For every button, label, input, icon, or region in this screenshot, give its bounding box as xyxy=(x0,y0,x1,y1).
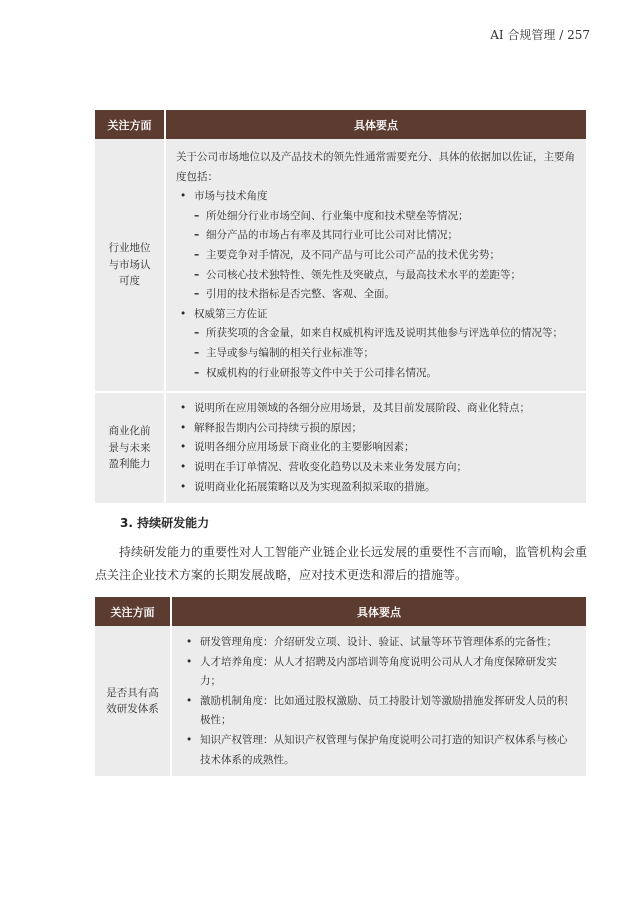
list-item xyxy=(176,187,576,305)
aspect-cell: 商业化前 景与未来 盈利能力 xyxy=(95,392,165,503)
table1-header-aspect: 关注方面 xyxy=(95,110,165,139)
list-item: • 激励机制角度：比如通过股权激励、员工持股计划等激励措施发挥研发人员的积极性； xyxy=(182,692,576,731)
bullet-list xyxy=(176,399,576,497)
aspect-cell: 行业地位 与市场认 可度 xyxy=(95,139,165,392)
aspect-cell: 是否具有高 效研发体系 xyxy=(95,626,171,776)
table2-header-aspect: 关注方面 xyxy=(95,597,171,626)
list-item: – 引用的技术指标是否完整、客观、全面。 xyxy=(194,285,576,305)
list-item: • 人才培养角度：从人才招聘及内部培训等角度说明公司从人才角度保障研发实力； xyxy=(182,653,576,692)
bullet-list xyxy=(182,633,576,770)
table-row xyxy=(95,626,586,776)
list-item xyxy=(176,305,576,383)
bullet-list xyxy=(176,187,576,383)
list-item: • 说明在手订单情况、营收变化趋势以及未来业务发展方向； xyxy=(176,458,576,478)
table-row xyxy=(95,392,586,503)
table-market-position xyxy=(95,110,586,503)
group-title: 权威第三方佐证 xyxy=(194,307,268,320)
list-item: – 所获奖项的含金量，如来自权威机构评选及说明其他参与评选单位的情况等； xyxy=(194,324,576,344)
list-item: • 知识产权管理：从知识产权管理与保护角度说明公司打造的知识产权体系与核心技术体系的成熟性。 xyxy=(182,731,576,770)
section-title: 3. 持续研发能力 xyxy=(120,516,210,530)
list-item: • 解释报告期内公司持续亏损的原因； xyxy=(176,419,576,439)
table1-header-points: 具体要点 xyxy=(165,110,586,139)
list-item: – 所处细分行业市场空间、行业集中度和技术壁垒等情况； xyxy=(194,207,576,227)
group-title: 市场与技术角度 xyxy=(194,190,268,203)
table2-header-points: 具体要点 xyxy=(171,597,586,626)
list-item: – 细分产品的市场占有率及其同行业可比公司对比情况； xyxy=(194,226,576,246)
points-cell xyxy=(165,139,586,392)
page-header: AI 合规管理 / 257 xyxy=(490,28,590,42)
list-item: – 公司核心技术独特性、领先性及突破点，与最高技术水平的差距等； xyxy=(194,266,576,286)
list-item: – 主要竞争对手情况，及不同产品与可比公司产品的技术优劣势； xyxy=(194,246,576,266)
sub-list xyxy=(194,207,576,305)
list-item: • 说明商业化拓展策略以及为实现盈利拟采取的措施。 xyxy=(176,478,576,498)
table-row xyxy=(95,139,586,392)
section-paragraph: 持续研发能力的重要性对人工智能产业链企业长远发展的重要性不言而喻，监管机构会重点关注企业技术方案的长期发展战略，应对技术更迭和滞后的措施等。 xyxy=(95,545,588,582)
list-item: • 说明各细分应用场景下商业化的主要影响因素； xyxy=(176,438,576,458)
list-item: – 主导或参与编制的相关行业标准等； xyxy=(194,344,576,364)
intro-text: 关于公司市场地位以及产品技术的领先性通常需要充分、具体的依据加以佐证，主要角度包括： xyxy=(176,151,575,183)
list-item: – 权威机构的行业研报等文件中关于公司排名情况。 xyxy=(194,364,576,384)
table-rd-capability xyxy=(95,597,586,776)
points-cell xyxy=(171,626,586,776)
list-item: • 研发管理角度：介绍研发立项、设计、验证、试量等环节管理体系的完备性； xyxy=(182,633,576,653)
points-cell xyxy=(165,392,586,503)
list-item: • 说明所在应用领域的各细分应用场景，及其目前发展阶段、商业化特点； xyxy=(176,399,576,419)
sub-list xyxy=(194,324,576,383)
